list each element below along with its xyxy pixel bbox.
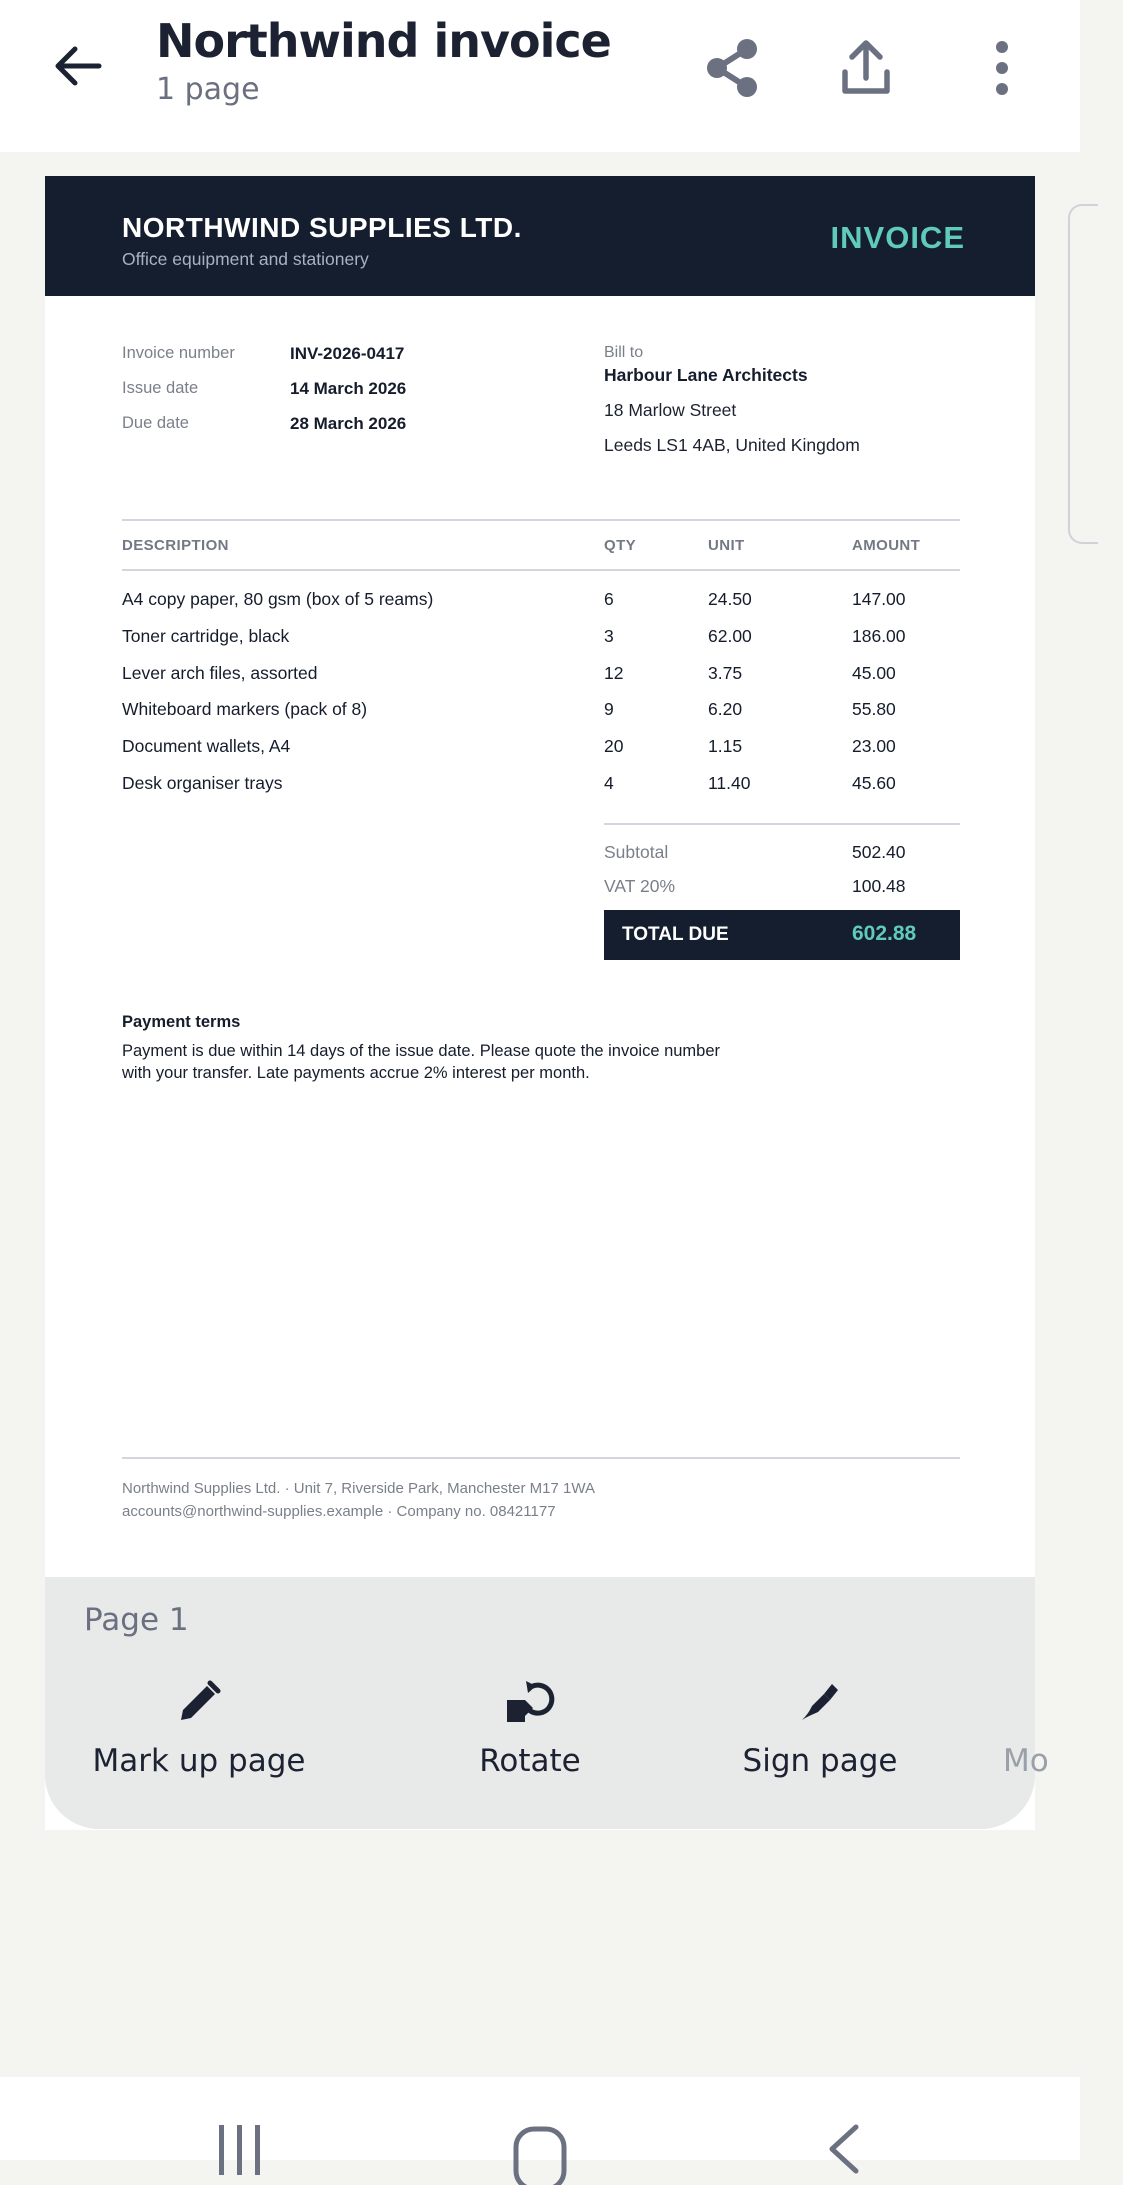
- page-label: Page 1: [84, 1602, 189, 1638]
- row-amount: 45.60: [852, 773, 896, 793]
- total-due-value: 602.88: [852, 922, 917, 945]
- payment-terms-body: Payment is due within 14 days of the issue date. Please quote the invoice number with your transfer. Late payments accrue 2% interest per month.: [122, 1042, 721, 1082]
- divider: [604, 823, 960, 825]
- invoice-header: [45, 176, 1035, 296]
- divider: [122, 519, 960, 521]
- due-date-value: 28 March 2026: [290, 414, 407, 433]
- upload-button[interactable]: [826, 28, 906, 108]
- upload-icon: [839, 38, 893, 98]
- sign-page-label: Sign page: [742, 1743, 898, 1779]
- system-back-button[interactable]: [782, 2077, 902, 2160]
- total-due-bar: [604, 910, 960, 960]
- issue-date-value: 14 March 2026: [290, 379, 407, 398]
- row-unit: 1.15: [708, 736, 743, 756]
- recent-apps-button[interactable]: [180, 2077, 300, 2160]
- row-description: Whiteboard markers (pack of 8): [122, 699, 368, 719]
- column-header-description: DESCRIPTION: [122, 537, 229, 554]
- rotate-button[interactable]: [455, 1673, 605, 1793]
- more-options-button[interactable]: [962, 28, 1042, 108]
- row-unit: 24.50: [708, 589, 752, 609]
- invoice-number-value: INV-2026-0417: [290, 344, 405, 363]
- app-bar: [0, 0, 1080, 152]
- row-qty: 4: [604, 773, 614, 793]
- subtotal-label: Subtotal: [604, 842, 669, 862]
- row-amount: 55.80: [852, 699, 896, 719]
- column-header-unit: UNIT: [708, 537, 745, 554]
- invoice-number-label: Invoice number: [122, 344, 235, 362]
- payment-terms-title: Payment terms: [122, 1013, 241, 1031]
- company-name: NORTHWIND SUPPLIES LTD.: [122, 212, 522, 243]
- share-button[interactable]: [692, 28, 772, 108]
- footer-contact: accounts@northwind-supplies.example · Company no. 08421177: [122, 1503, 556, 1520]
- due-date-label: Due date: [122, 414, 189, 432]
- row-description: A4 copy paper, 80 gsm (box of 5 reams): [122, 589, 434, 609]
- home-button[interactable]: [480, 2077, 600, 2160]
- row-amount: 186.00: [852, 626, 906, 646]
- total-due-label: TOTAL DUE: [622, 924, 729, 945]
- column-header-qty: QTY: [604, 537, 637, 554]
- divider: [122, 1457, 960, 1459]
- system-navigation-bar: [0, 2077, 1080, 2160]
- row-unit: 11.40: [708, 773, 751, 793]
- back-arrow-icon: [51, 39, 105, 93]
- vat-label: VAT 20%: [604, 876, 676, 896]
- back-button[interactable]: [40, 28, 116, 104]
- vat-value: 100.48: [852, 876, 906, 896]
- next-page-edge[interactable]: [1068, 204, 1098, 544]
- subtotal-value: 502.40: [852, 842, 906, 862]
- row-description: Toner cartridge, black: [122, 626, 290, 646]
- more-vert-icon: [992, 40, 1012, 96]
- page-count: 1 page: [156, 72, 260, 107]
- more-actions-label: Mo: [1003, 1743, 1049, 1779]
- home-icon: [512, 2125, 568, 2185]
- row-unit: 3.75: [708, 663, 743, 683]
- footer-address: Northwind Supplies Ltd. · Unit 7, Riverside Park, Manchester M17 1WA: [122, 1480, 595, 1497]
- row-qty: 20: [604, 736, 624, 756]
- row-qty: 3: [604, 626, 614, 646]
- rotate-icon: [503, 1678, 557, 1726]
- bill-to-name: Harbour Lane Architects: [604, 365, 808, 385]
- row-qty: 12: [604, 663, 624, 683]
- page-actions-panel: [45, 1577, 1049, 1829]
- bill-to-address-line: Leeds LS1 4AB, United Kingdom: [604, 435, 860, 455]
- row-amount: 23.00: [852, 736, 896, 756]
- back-icon: [822, 2125, 862, 2175]
- pencil-icon: [175, 1678, 223, 1726]
- issue-date-label: Issue date: [122, 379, 199, 397]
- row-description: Document wallets, A4: [122, 736, 291, 756]
- recent-apps-icon: [215, 2125, 265, 2175]
- invoice-label: INVOICE: [830, 220, 965, 255]
- pen-nib-icon: [798, 1680, 842, 1724]
- row-description: Lever arch files, assorted: [122, 663, 318, 683]
- mark-up-page-button[interactable]: [92, 1673, 306, 1793]
- row-amount: 45.00: [852, 663, 896, 683]
- document-title: Northwind invoice: [156, 14, 611, 68]
- divider: [122, 569, 960, 571]
- mark-up-page-label: Mark up page: [92, 1743, 306, 1779]
- row-unit: 62.00: [708, 626, 752, 646]
- rotate-label: Rotate: [479, 1743, 581, 1779]
- row-qty: 9: [604, 699, 614, 719]
- sign-page-button[interactable]: [730, 1673, 910, 1793]
- more-actions-button[interactable]: [1003, 1673, 1123, 1793]
- company-tagline: Office equipment and stationery: [122, 249, 369, 269]
- row-description: Desk organiser trays: [122, 773, 283, 793]
- share-icon: [702, 37, 762, 99]
- bill-to-address-line: 18 Marlow Street: [604, 400, 737, 420]
- bill-to-label: Bill to: [604, 344, 644, 361]
- column-header-amount: AMOUNT: [852, 537, 921, 554]
- row-amount: 147.00: [852, 589, 906, 609]
- row-unit: 6.20: [708, 699, 743, 719]
- row-qty: 6: [604, 589, 614, 609]
